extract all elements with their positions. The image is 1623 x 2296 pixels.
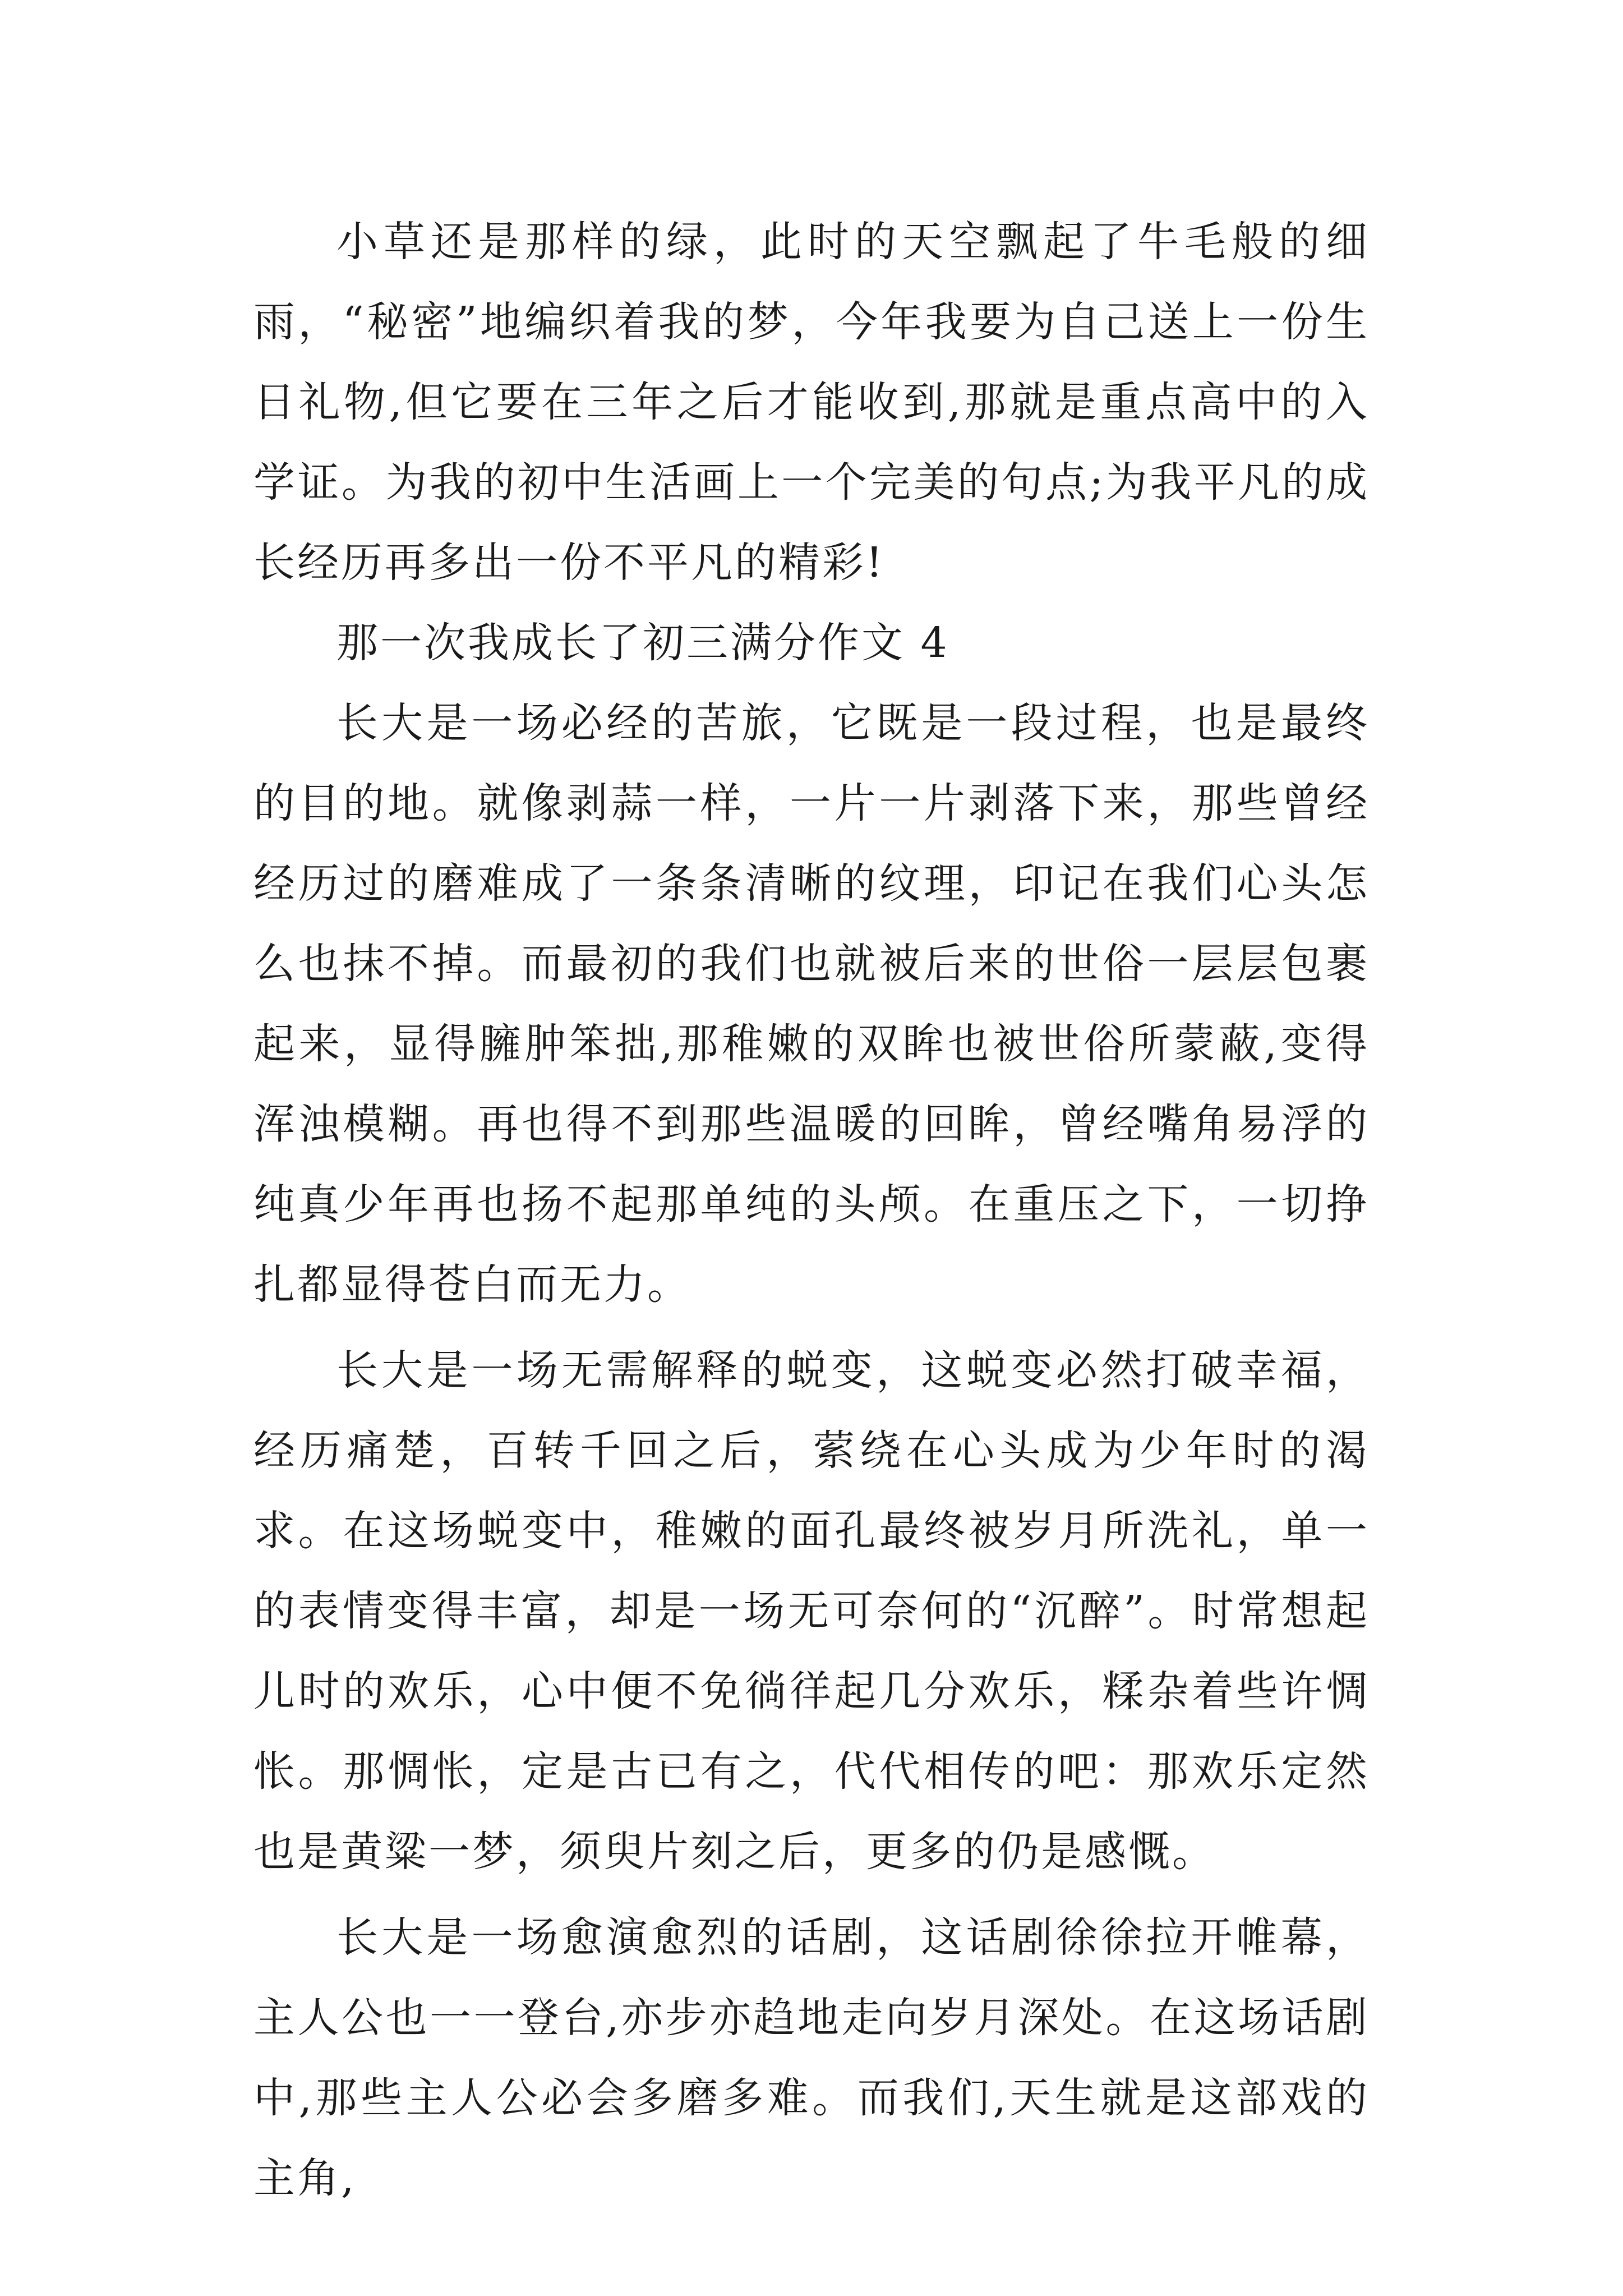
paragraph: 长大是一场无需解释的蜕变，这蜕变必然打破幸福，经历痛楚，百转千回之后，萦绕在心头成为少年时的渴求。在这场蜕变中，稚嫩的面孔最终被岁月所洗礼，单一的表情变得丰富，却是一场无可奈何的“沉醉”。时常想起儿时的欢乐，心中便不免徜徉起几分欢乐，糅杂着些许惆怅。那惆怅，定是古已有之，代代相传的吧：那欢乐定然也是黄粱一梦，须臾片刻之后，更多的仍是感慨。 xyxy=(253,1346,1370,1876)
paragraph: 小草还是那样的绿，此时的天空飘起了牛毛般的细雨，“秘密”地编织着我的梦，今年我要为自己送上一份生日礼物,但它要在三年之后才能收到,那就是重点高中的入学证。为我的初中生活画上一个完美的句点;为我平凡的成长经历再多出一份不平凡的精彩! xyxy=(253,218,1370,587)
paragraph: 长大是一场必经的苦旅，它既是一段过程，也是最终的目的地。就像剥蒜一样，一片一片剥落下来，那些曾经经历过的磨难成了一条条清晰的纹理，印记在我们心头怎么也抹不掉。而最初的我们也就被后来的世俗一层层包裹起来，显得臃肿笨拙,那稚嫩的双眸也被世俗所蒙蔽,变得浑浊模糊。再也得不到那些温暖的回眸，曾经嘴角易浮的纯真少年再也扬不起那单纯的头颅。在重压之下，一切挣扎都显得苍白而无力。 xyxy=(253,699,1370,1309)
section-heading: 那一次我成长了初三满分作文 4 xyxy=(336,619,949,667)
paragraph: 长大是一场愈演愈烈的话剧，这话剧徐徐拉开帷幕，主人公也一一登台,亦步亦趋地走向岁月深处。在这场话剧中,那些主人公必会多磨多难。而我们,天生就是这部戏的主角, xyxy=(253,1913,1370,2202)
document-body xyxy=(253,202,1370,2219)
